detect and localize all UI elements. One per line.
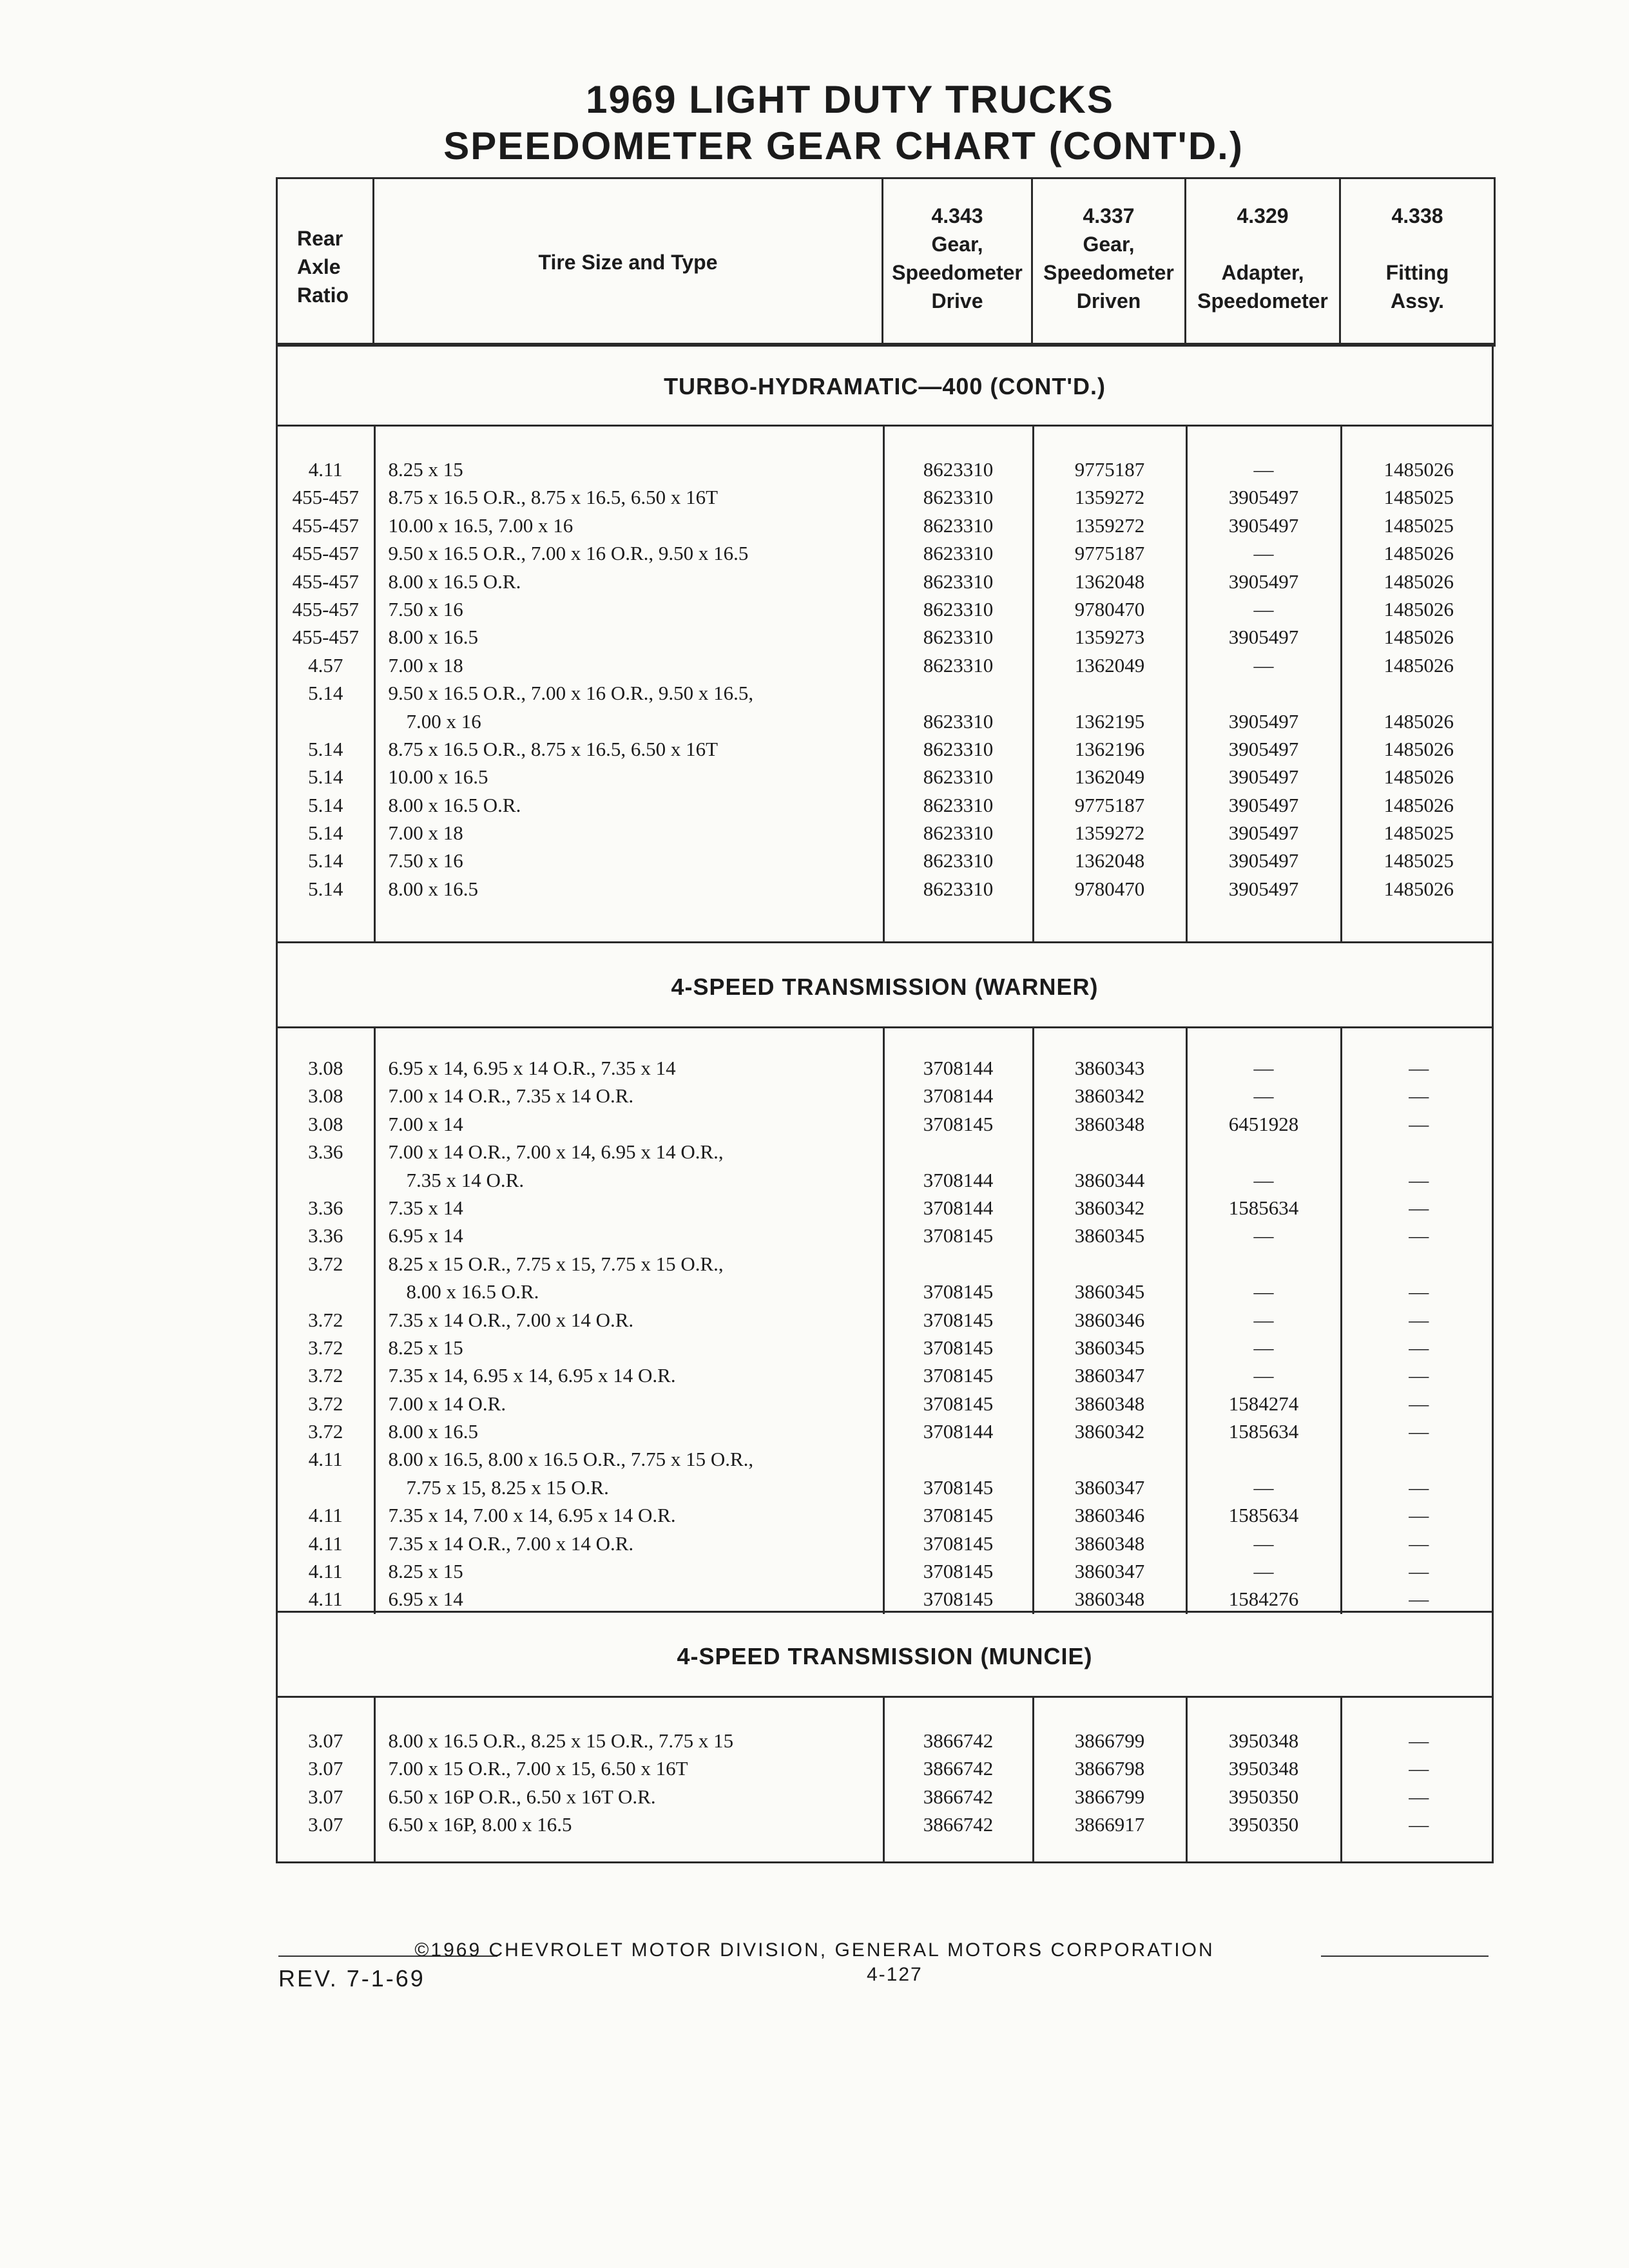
list-item: 3.07 [308, 1729, 343, 1752]
list-item: 8.75 x 16.5 O.R., 8.75 x 16.5, 6.50 x 16T [388, 737, 718, 760]
list-item: — [1409, 1504, 1429, 1527]
list-item: 3708145 [923, 1224, 994, 1247]
list-item: 3866799 [1074, 1729, 1145, 1752]
list-item: 1359272 [1074, 822, 1145, 845]
table-row [278, 1028, 1496, 1614]
list-item: 3708144 [923, 1196, 994, 1219]
list-item: 1362195 [1074, 709, 1145, 733]
list-item: 1362048 [1074, 570, 1145, 593]
list-item: 8.75 x 16.5 O.R., 8.75 x 16.5, 6.50 x 16T [388, 486, 718, 509]
list-item: 1485026 [1383, 458, 1454, 481]
list-item: 3.72 [308, 1364, 343, 1387]
list-item: 1585634 [1228, 1420, 1299, 1443]
list-item: 8.00 x 16.5 [388, 877, 478, 900]
list-item: 3866917 [1074, 1813, 1145, 1836]
header-adapter: 4.329 Adapter, Speedometer [1186, 178, 1340, 346]
list-item: 3860348 [1074, 1392, 1145, 1415]
list-item: 8623310 [923, 849, 994, 872]
drive-gear-cell [883, 1028, 1033, 1614]
list-item: 1359272 [1074, 514, 1145, 537]
list-item: 5.14 [308, 822, 343, 845]
list-item: 3.72 [308, 1336, 343, 1359]
list-item: 3860345 [1074, 1280, 1145, 1303]
list-item: 9780470 [1074, 597, 1145, 620]
list-item: — [1253, 458, 1274, 481]
list-item: 455-457 [292, 626, 359, 649]
list-item: 3950350 [1228, 1813, 1299, 1836]
driven-gear-cell [1033, 1698, 1186, 1862]
list-item: 3860342 [1074, 1196, 1145, 1219]
list-item: 3.36 [308, 1224, 343, 1247]
list-item: 3.36 [308, 1140, 343, 1164]
list-item [278, 1474, 373, 1501]
list-item: 8.00 x 16.5 O.R. [388, 793, 521, 816]
list-item: — [1253, 1532, 1274, 1555]
list-item: — [1253, 653, 1274, 677]
list-item: 9775187 [1074, 542, 1145, 565]
page-number: 4-127 [867, 1964, 923, 1985]
list-item: 3905497 [1228, 737, 1299, 760]
axle-ratio-cell [278, 427, 374, 942]
list-item: 1362196 [1074, 737, 1145, 760]
list-item: 8623310 [923, 458, 994, 481]
list-item: 8623310 [923, 626, 994, 649]
list-item: 1485026 [1383, 737, 1454, 760]
list-item: — [1409, 1757, 1429, 1780]
list-item: — [1409, 1224, 1429, 1247]
list-item: 4.57 [308, 653, 343, 677]
list-item: 3.07 [308, 1785, 343, 1808]
list-item: 3860348 [1074, 1588, 1145, 1611]
drive-gear-cell [883, 1698, 1033, 1862]
list-item: — [1253, 1475, 1274, 1499]
list-item: 5.14 [308, 849, 343, 872]
list-item: 3708145 [923, 1475, 994, 1499]
list-item: 4.11 [308, 1588, 343, 1611]
list-item [885, 1250, 1032, 1278]
list-item: 3860347 [1074, 1475, 1145, 1499]
list-item: 9780470 [1074, 877, 1145, 900]
list-item: 4.11 [308, 1448, 343, 1471]
list-item [1188, 1138, 1340, 1166]
list-item: — [1409, 1532, 1429, 1555]
list-item: 7.00 x 15 O.R., 7.00 x 15, 6.50 x 16T [388, 1757, 688, 1780]
list-item: 10.00 x 16.5 [388, 765, 488, 789]
list-item: — [1253, 1057, 1274, 1079]
list-item: 1362049 [1074, 765, 1145, 789]
list-item: — [1409, 1392, 1429, 1415]
list-item: 9775187 [1074, 793, 1145, 816]
list-item: 1485025 [1383, 486, 1454, 509]
list-item: 5.14 [308, 765, 343, 789]
list-item: 8623310 [923, 570, 994, 593]
header-fitting: 4.338 Fitting Assy. [1340, 178, 1495, 346]
list-item: 3.72 [308, 1308, 343, 1331]
list-item [1035, 1445, 1185, 1473]
list-item: 7.00 x 18 [388, 822, 463, 845]
list-item: 3860348 [1074, 1112, 1145, 1135]
page-title-line-2: SPEEDOMETER GEAR CHART (CONT'D.) [443, 124, 1244, 168]
list-item: 4.11 [308, 1532, 343, 1555]
list-item: — [1253, 1224, 1274, 1247]
list-item: — [1253, 1336, 1274, 1359]
list-item: — [1253, 1308, 1274, 1331]
list-item: 3.08 [308, 1057, 343, 1079]
list-item: 3860348 [1074, 1532, 1145, 1555]
list-item: 3708145 [923, 1308, 994, 1331]
adapter-cell [1186, 1028, 1341, 1614]
list-item: 5.14 [308, 877, 343, 900]
list-item: 455-457 [292, 542, 359, 565]
driven-gear-cell [1033, 1028, 1186, 1614]
list-item: 1485026 [1383, 709, 1454, 733]
list-item: 7.00 x 14 O.R., 7.35 x 14 O.R. [388, 1084, 634, 1108]
list-item: 3905497 [1228, 486, 1299, 509]
list-item: — [1409, 1280, 1429, 1303]
list-item: 3708144 [923, 1420, 994, 1443]
list-item: — [1409, 1112, 1429, 1135]
list-item: 8623310 [923, 486, 994, 509]
list-item: 3708144 [923, 1057, 994, 1079]
list-item: 8.25 x 15 [388, 458, 463, 481]
list-item: 3860346 [1074, 1308, 1145, 1331]
list-item: 3860345 [1074, 1336, 1145, 1359]
adapter-cell [1186, 427, 1341, 942]
list-item: 8.25 x 15 [388, 1336, 463, 1359]
list-item: 3.08 [308, 1112, 343, 1135]
list-item: 6.95 x 14, 6.95 x 14 O.R., 7.35 x 14 [388, 1057, 676, 1079]
list-item: 3866799 [1074, 1785, 1145, 1808]
list-item: 4.11 [308, 1504, 343, 1527]
fitting-cell [1341, 1028, 1496, 1614]
list-item: — [1409, 1729, 1429, 1752]
list-item: 7.00 x 14 O.R., 7.00 x 14, 6.95 x 14 O.R., [388, 1140, 724, 1164]
list-item: 3860347 [1074, 1560, 1145, 1583]
list-item: 1585634 [1228, 1196, 1299, 1219]
list-item: 3708145 [923, 1504, 994, 1527]
list-item: 3905497 [1228, 793, 1299, 816]
fitting-cell [1341, 1698, 1496, 1862]
list-item: 8623310 [923, 597, 994, 620]
list-item: 8.00 x 16.5 O.R. [406, 1280, 539, 1303]
list-item: 3.72 [308, 1420, 343, 1443]
list-item: 8623310 [923, 793, 994, 816]
list-item [885, 1138, 1032, 1166]
list-item: 3708145 [923, 1560, 994, 1583]
adapter-cell [1186, 1698, 1341, 1862]
list-item: 3708145 [923, 1532, 994, 1555]
header-rear-axle-ratio: Rear Axle Ratio [277, 178, 374, 346]
copyright-notice: ©1969 CHEVROLET MOTOR DIVISION, GENERAL MOTORS CORPORATION [414, 1939, 1215, 1961]
list-item: 8.00 x 16.5 O.R. [388, 570, 521, 593]
list-item: — [1409, 1196, 1429, 1219]
list-item [1035, 679, 1185, 707]
list-item: 3.08 [308, 1084, 343, 1108]
list-item: 455-457 [292, 570, 359, 593]
section-muncie [276, 1696, 1494, 1863]
list-item: 1485026 [1383, 653, 1454, 677]
list-item: 3950348 [1228, 1729, 1299, 1752]
list-item: 10.00 x 16.5, 7.00 x 16 [388, 514, 574, 537]
list-item [1035, 1138, 1185, 1166]
tire-size-cell [374, 1028, 883, 1614]
list-item: — [1409, 1364, 1429, 1387]
list-item: 7.35 x 14 O.R., 7.00 x 14 O.R. [388, 1532, 634, 1555]
list-item: — [1253, 1168, 1274, 1191]
driven-gear-cell [1033, 427, 1186, 942]
list-item: 8623310 [923, 542, 994, 565]
list-item [885, 679, 1032, 707]
list-item: 5.14 [308, 737, 343, 760]
list-item [1343, 1250, 1496, 1278]
list-item: — [1409, 1420, 1429, 1443]
tire-size-cell [374, 427, 883, 942]
list-item [1188, 679, 1340, 707]
list-item: 3.36 [308, 1196, 343, 1219]
list-item: 3708145 [923, 1392, 994, 1415]
axle-ratio-cell [278, 1698, 374, 1862]
list-item: 3866798 [1074, 1757, 1145, 1780]
list-item: 3708145 [923, 1280, 994, 1303]
list-item: 1362048 [1074, 849, 1145, 872]
list-item: — [1409, 1336, 1429, 1359]
list-item: 7.35 x 14, 7.00 x 14, 6.95 x 14 O.R. [388, 1504, 676, 1527]
header-tire-size: Tire Size and Type [374, 178, 883, 346]
list-item: — [1409, 1588, 1429, 1611]
list-item: — [1253, 1560, 1274, 1583]
list-item: 7.50 x 16 [388, 597, 463, 620]
gear-table [278, 1028, 1496, 1614]
list-item: 3860342 [1074, 1420, 1145, 1443]
list-item: 7.75 x 15, 8.25 x 15 O.R. [406, 1475, 609, 1499]
list-item: 3866742 [923, 1813, 994, 1836]
revision-date: REV. 7-1-69 [278, 1965, 425, 1992]
drive-gear-cell [883, 427, 1033, 942]
list-item: 9.50 x 16.5 O.R., 7.00 x 16 O.R., 9.50 x 16.5, [388, 682, 754, 705]
list-item: 8623310 [923, 514, 994, 537]
list-item: 1584274 [1228, 1392, 1299, 1415]
list-item: 8.00 x 16.5 [388, 1420, 478, 1443]
list-item: 3905497 [1228, 849, 1299, 872]
fitting-cell [1341, 427, 1496, 942]
list-item: 8.00 x 16.5 O.R., 8.25 x 15 O.R., 7.75 x 15 [388, 1729, 734, 1752]
list-item: 7.35 x 14, 6.95 x 14, 6.95 x 14 O.R. [388, 1364, 676, 1387]
list-item: 3905497 [1228, 765, 1299, 789]
list-item: 6.50 x 16P O.R., 6.50 x 16T O.R. [388, 1785, 656, 1808]
list-item: 8623310 [923, 765, 994, 789]
list-item: 6451928 [1228, 1112, 1299, 1135]
list-item: 455-457 [292, 486, 359, 509]
list-item: 1584276 [1228, 1588, 1299, 1611]
list-item: 3905497 [1228, 570, 1299, 593]
list-item: 5.14 [308, 793, 343, 816]
list-item: — [1409, 1084, 1429, 1108]
section-warner [276, 1026, 1494, 1613]
list-item: 1485026 [1383, 765, 1454, 789]
list-item: 7.50 x 16 [388, 849, 463, 872]
list-item: 3708145 [923, 1364, 994, 1387]
list-item: 1585634 [1228, 1504, 1299, 1527]
list-item: 5.14 [308, 682, 343, 705]
list-item: 1359273 [1074, 626, 1145, 649]
list-item: 1485026 [1383, 626, 1454, 649]
list-item: 8623310 [923, 709, 994, 733]
list-item: 7.00 x 16 [406, 709, 481, 733]
list-item: 8.25 x 15 O.R., 7.75 x 15, 7.75 x 15 O.R., [388, 1252, 724, 1275]
list-item: — [1409, 1785, 1429, 1808]
list-item: 1485025 [1383, 514, 1454, 537]
list-item: 3905497 [1228, 822, 1299, 845]
list-item: — [1409, 1813, 1429, 1836]
list-item: 1485026 [1383, 542, 1454, 565]
list-item: 3.07 [308, 1757, 343, 1780]
list-item: — [1409, 1560, 1429, 1583]
section-title-muncie: 4-SPEED TRANSMISSION (MUNCIE) [276, 1611, 1494, 1698]
list-item: 1485025 [1383, 822, 1454, 845]
list-item: 3860347 [1074, 1364, 1145, 1387]
list-item: 3860346 [1074, 1504, 1145, 1527]
list-item [278, 1166, 373, 1194]
header-driven-gear: 4.337 Gear, Speedometer Driven [1032, 178, 1186, 346]
list-item: 8623310 [923, 822, 994, 845]
list-item: 8.25 x 15 [388, 1560, 463, 1583]
list-item: — [1409, 1168, 1429, 1191]
list-item [278, 707, 373, 735]
list-item: 1359272 [1074, 486, 1145, 509]
list-item: 3905497 [1228, 877, 1299, 900]
list-item: 7.35 x 14 [388, 1196, 463, 1219]
list-item [1188, 1250, 1340, 1278]
list-item: 7.00 x 18 [388, 653, 463, 677]
list-item: 3950348 [1228, 1757, 1299, 1780]
list-item: — [1409, 1308, 1429, 1331]
list-item: 7.00 x 14 O.R. [388, 1392, 506, 1415]
list-item: 8.00 x 16.5 [388, 626, 478, 649]
list-item: 4.11 [308, 1560, 343, 1583]
list-item: — [1409, 1475, 1429, 1499]
list-item: 3905497 [1228, 709, 1299, 733]
list-item: 3708144 [923, 1084, 994, 1108]
section-title-warner: 4-SPEED TRANSMISSION (WARNER) [276, 941, 1494, 1028]
tire-size-cell [374, 1698, 883, 1862]
table-row [278, 427, 1496, 942]
list-item: 3950350 [1228, 1785, 1299, 1808]
list-item: 1485026 [1383, 570, 1454, 593]
list-item: — [1253, 542, 1274, 565]
list-item [885, 1445, 1032, 1473]
list-item: 9.50 x 16.5 O.R., 7.00 x 16 O.R., 9.50 x 16.5 [388, 542, 749, 565]
list-item: 8623310 [923, 737, 994, 760]
list-item: — [1253, 1364, 1274, 1387]
list-item [1035, 1250, 1185, 1278]
list-item: 6.95 x 14 [388, 1588, 463, 1611]
list-item: 1485026 [1383, 597, 1454, 620]
list-item: 3860342 [1074, 1084, 1145, 1108]
list-item: 3.72 [308, 1392, 343, 1415]
list-item: 3.07 [308, 1813, 343, 1836]
list-item: 3708145 [923, 1588, 994, 1611]
list-item: 4.11 [308, 458, 343, 481]
list-item: 1362049 [1074, 653, 1145, 677]
list-item: 1485025 [1383, 849, 1454, 872]
list-item: 8.00 x 16.5, 8.00 x 16.5 O.R., 7.75 x 15 O.R., [388, 1448, 754, 1471]
list-item: 3708144 [923, 1168, 994, 1191]
page-title-line-1: 1969 LIGHT DUTY TRUCKS [586, 78, 1114, 121]
list-item: 6.50 x 16P, 8.00 x 16.5 [388, 1813, 572, 1836]
list-item: 8623310 [923, 653, 994, 677]
list-item: 1485026 [1383, 793, 1454, 816]
list-item: 3866742 [923, 1785, 994, 1808]
list-item: 7.00 x 14 [388, 1112, 463, 1135]
axle-ratio-cell [278, 1028, 374, 1614]
list-item: 7.35 x 14 O.R., 7.00 x 14 O.R. [388, 1308, 634, 1331]
list-item: 455-457 [292, 597, 359, 620]
gear-table [278, 427, 1496, 942]
list-item [1343, 1445, 1496, 1473]
list-item: 3860344 [1074, 1168, 1145, 1191]
list-item: 3866742 [923, 1757, 994, 1780]
list-item: 3.72 [308, 1252, 343, 1275]
list-item: 7.35 x 14 O.R. [406, 1168, 525, 1191]
list-item: 455-457 [292, 514, 359, 537]
list-item: 1485026 [1383, 877, 1454, 900]
list-item: 3860343 [1074, 1057, 1145, 1079]
section-title-turbo-hydramatic: TURBO-HYDRAMATIC—400 (CONT'D.) [276, 343, 1494, 427]
list-item [278, 1278, 373, 1305]
list-item: 8623310 [923, 877, 994, 900]
list-item: 3860345 [1074, 1224, 1145, 1247]
list-item: 3866742 [923, 1729, 994, 1752]
list-item: 3905497 [1228, 626, 1299, 649]
list-item [1188, 1445, 1340, 1473]
list-item: 3708145 [923, 1112, 994, 1135]
list-item: — [1409, 1057, 1429, 1079]
section-turbo-hydramatic [276, 425, 1494, 943]
list-item [1343, 1138, 1496, 1166]
list-item: — [1253, 597, 1274, 620]
list-item: 3905497 [1228, 514, 1299, 537]
list-item: 6.95 x 14 [388, 1224, 463, 1247]
list-item: 3708145 [923, 1336, 994, 1359]
list-item: 9775187 [1074, 458, 1145, 481]
list-item: — [1253, 1084, 1274, 1108]
gear-table [278, 1698, 1496, 1862]
table-row [278, 1698, 1496, 1862]
list-item: — [1253, 1280, 1274, 1303]
header-drive-gear: 4.343 Gear, Speedometer Drive [883, 178, 1032, 346]
list-item [1343, 679, 1496, 707]
column-header [276, 177, 1496, 347]
